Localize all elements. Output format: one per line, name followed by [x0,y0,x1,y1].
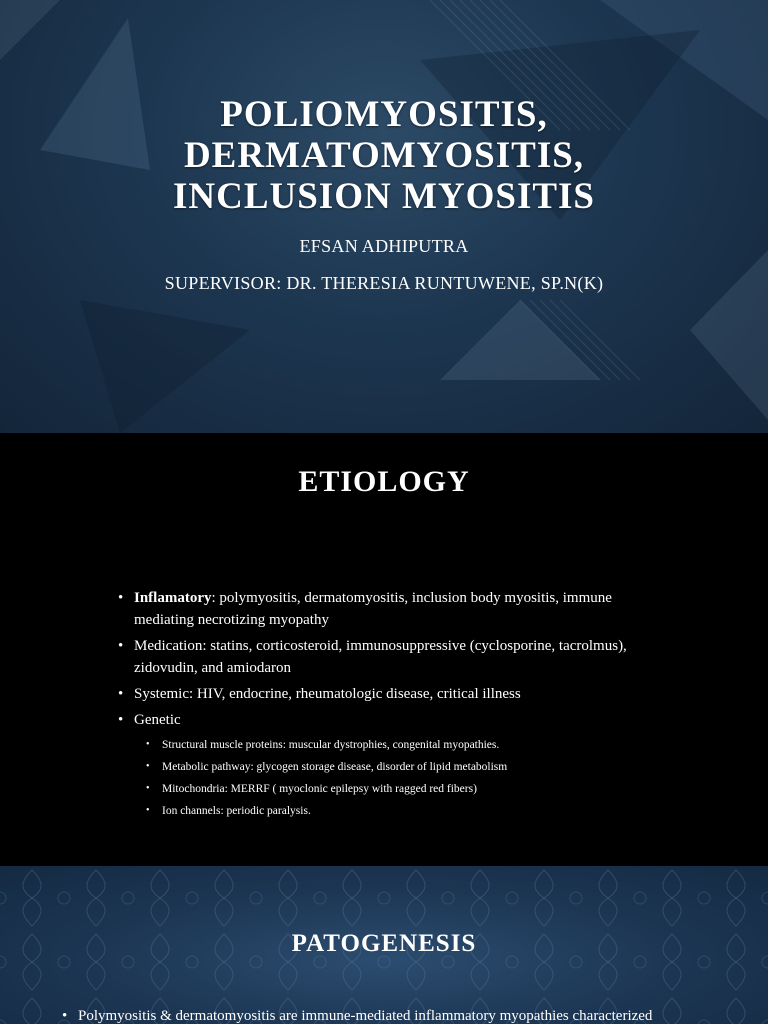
genetic-sublist [146,734,658,822]
sub-item-text: Metabolic pathway: glycogen storage disease, disorder of lipid metabolism [162,761,508,773]
list-item [118,635,658,679]
list-item [62,1006,712,1024]
item-text: Systemic: HIV, endocrine, rheumatologic disease, critical illness [134,686,521,702]
etiology-list [118,587,658,826]
bullet-icon: • [62,1008,68,1024]
list-item [118,683,658,705]
sub-list-item [146,778,658,800]
bullet-icon: • [118,638,124,654]
bullet-icon: • [146,783,150,794]
item-text: : polymyositis, dermatomyositis, inclusion body myositis, immune mediating necrotizing myopathy [134,590,612,628]
slide-heading: ETIOLOGY [298,465,470,498]
presentation-title [0,94,768,217]
sub-list-item [146,756,658,778]
list-item [118,587,658,631]
author-name: EFSAN ADHIPUTRA [299,236,469,256]
bullet-icon: • [118,712,124,728]
bullet-icon: • [118,590,124,606]
sub-list-item [146,800,658,822]
bullet-icon: • [118,686,124,702]
bold-term: Inflamatory [134,590,212,606]
sub-item-text: Structural muscle proteins: muscular dystrophies, congenital myopathies. [162,739,500,751]
patogenesis-slide [0,866,768,1024]
bullet-icon: • [146,805,150,816]
list-item [118,709,658,822]
title-line: DERMATOMYOSITIS, [183,135,585,176]
title-line: POLIOMYOSITIS, [220,94,548,135]
title-slide [0,0,768,433]
slide-heading: PATOGENESIS [291,930,477,957]
item-text: Medication: statins, corticosteroid, immunosuppressive (cyclosporine, tacrolmus), zidovudin, and amiodaron [134,638,627,676]
item-text: Polymyositis & dermatomyositis are immune-mediated inflammatory myopathies characterized [78,1008,653,1024]
bullet-icon: • [146,761,150,772]
sub-list-item [146,734,658,756]
title-line: INCLUSION MYOSITIS [172,176,596,217]
item-text: Genetic [134,712,181,728]
supervisor-line: SUPERVISOR: DR. THERESIA RUNTUWENE, SP.N(K) [164,273,604,293]
sub-item-text: Ion channels: periodic paralysis. [162,805,311,817]
bullet-icon: • [146,739,150,750]
etiology-slide [0,433,768,866]
sub-item-text: Mitochondria: MERRF ( myoclonic epilepsy with ragged red fibers) [162,783,477,795]
